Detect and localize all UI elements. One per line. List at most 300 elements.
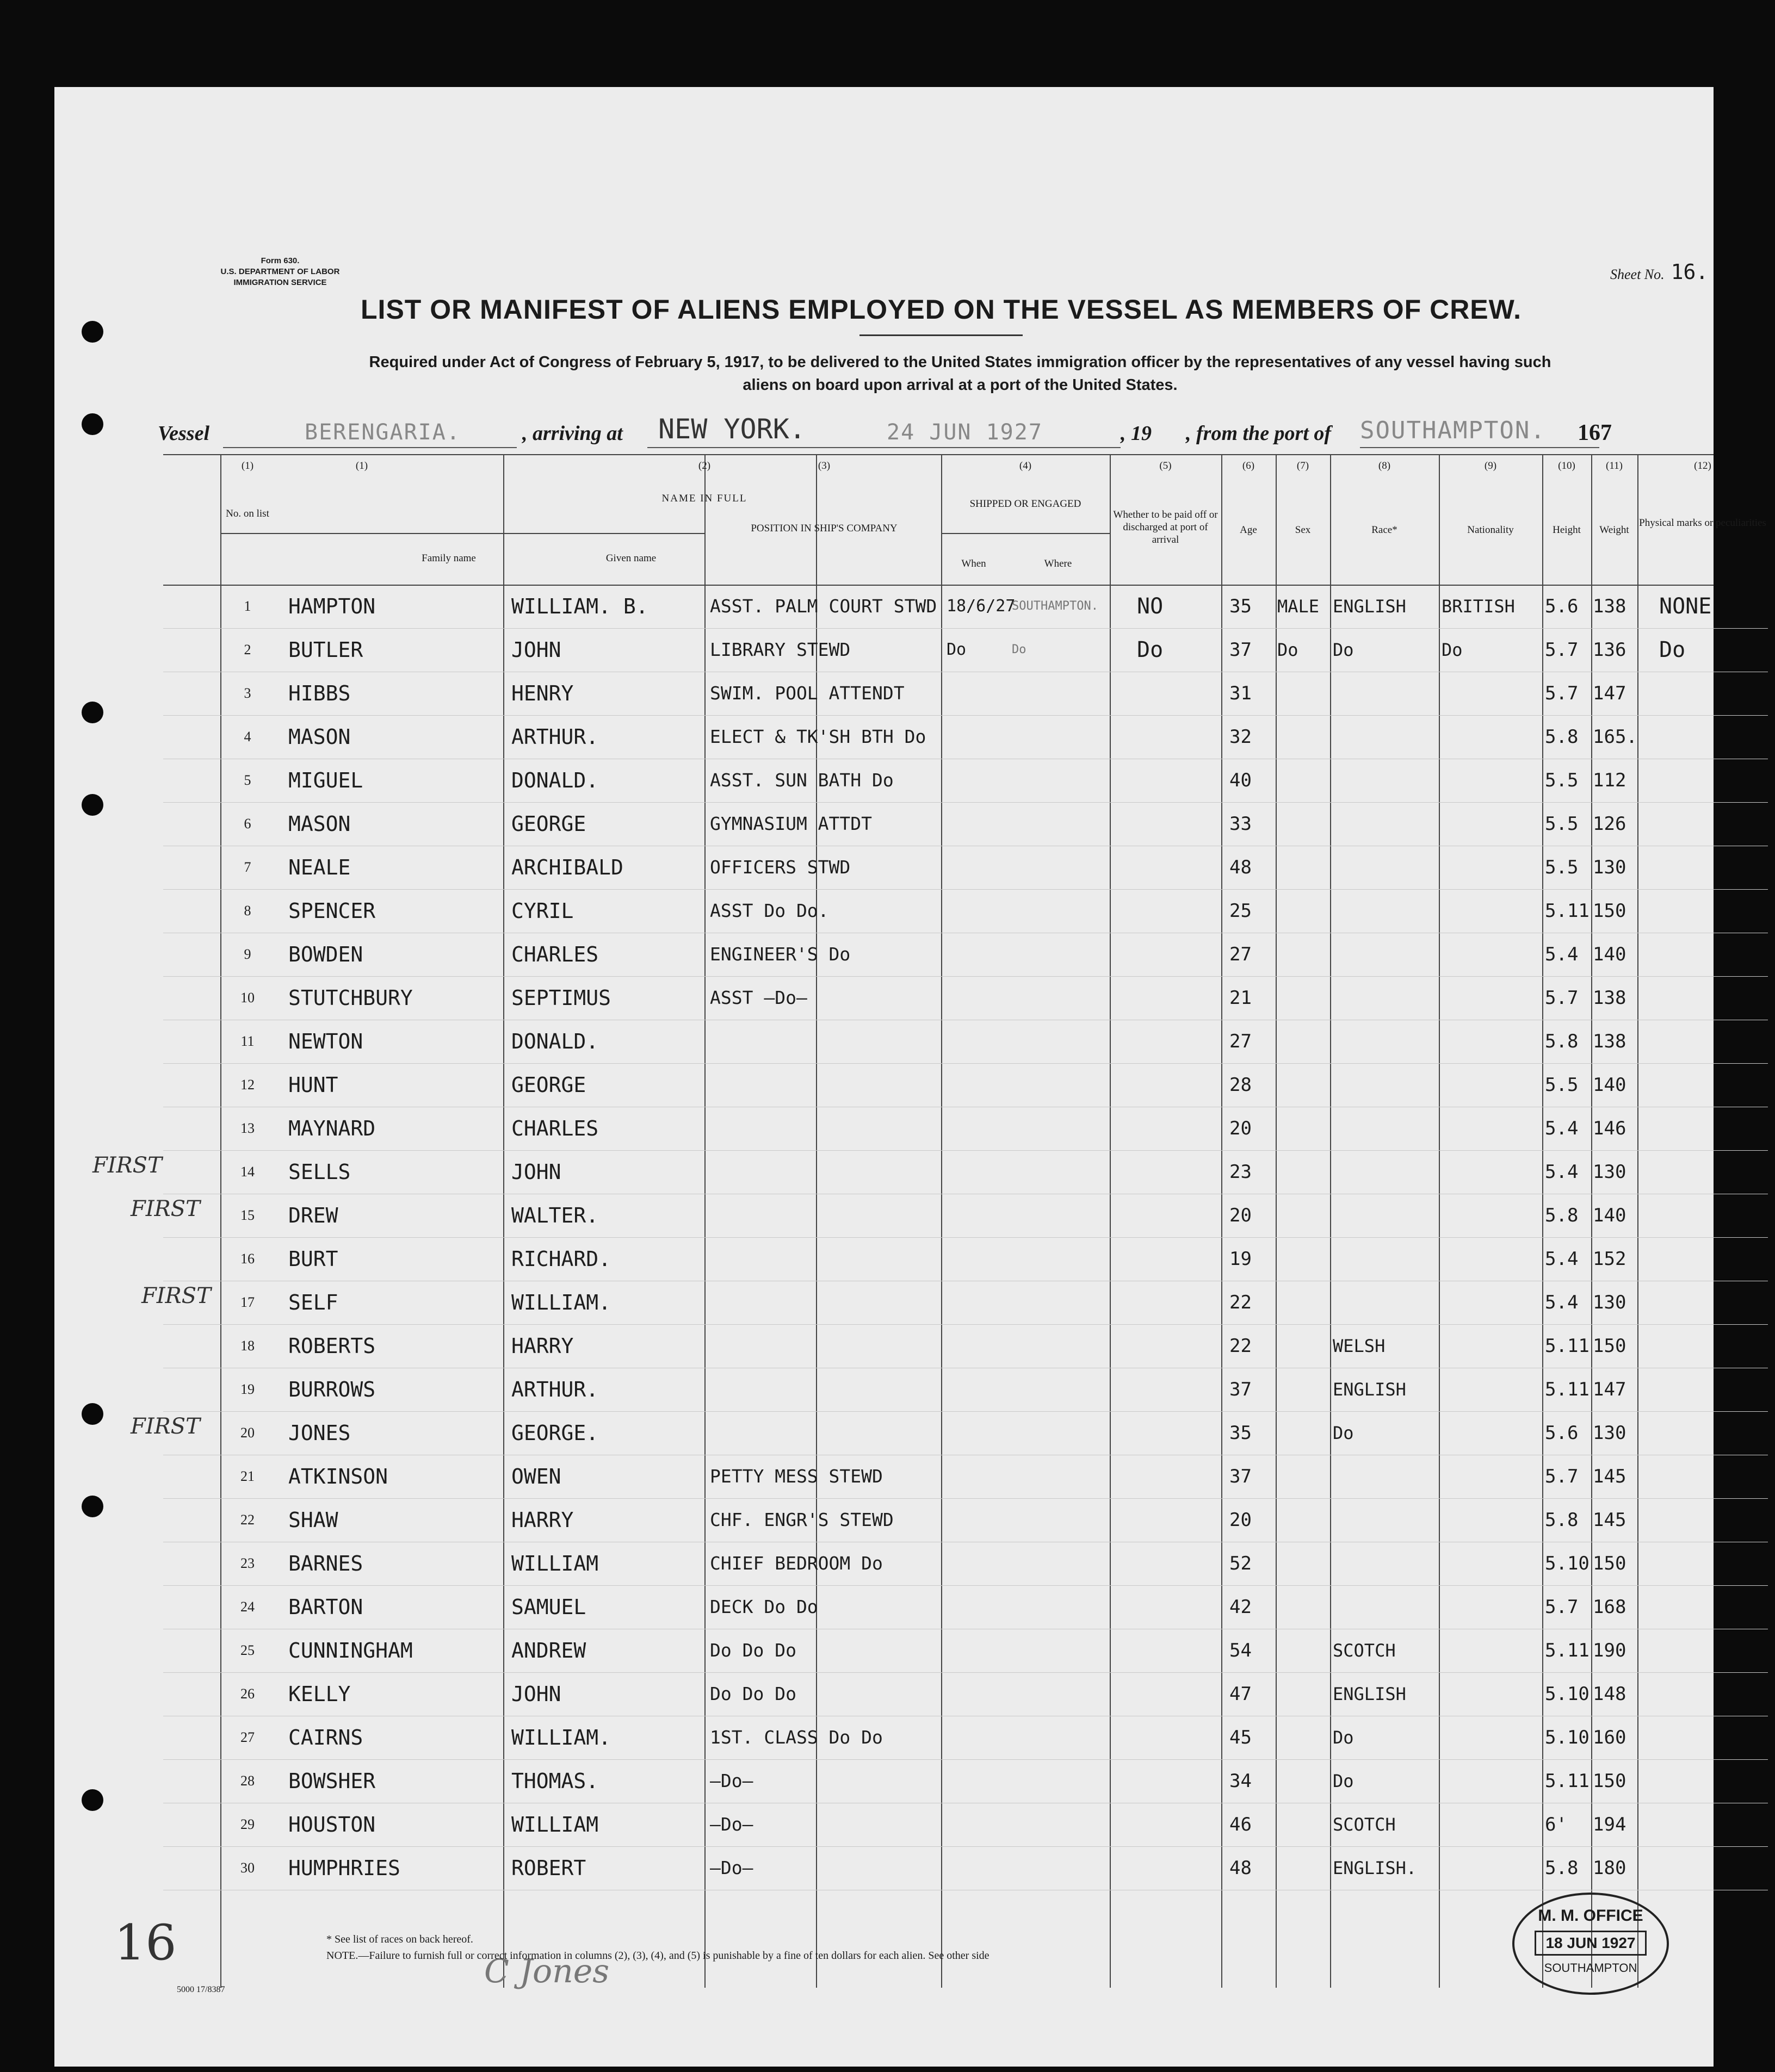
cell-nationality: [1442, 802, 1542, 846]
cell-nationality: [1442, 672, 1542, 715]
position-header: POSITION IN SHIP'S COMPANY: [751, 523, 898, 534]
cell-no: 8: [244, 903, 251, 919]
cell-given: JOHN: [511, 1682, 561, 1706]
cell-weight: 168: [1593, 1596, 1626, 1618]
cell-nationality: [1442, 976, 1542, 1020]
cell-given: WILLIAM. B.: [511, 594, 648, 618]
cell-sex: [1277, 1368, 1329, 1411]
cell-when: [947, 1585, 1006, 1629]
cell-when: [947, 976, 1006, 1020]
cell-when: [947, 802, 1006, 846]
cell-height: 5.4: [1545, 1161, 1579, 1183]
cell-height: 5.5: [1545, 813, 1579, 835]
cell-height: 5.4: [1545, 944, 1579, 965]
cell-weight: 136: [1593, 639, 1626, 661]
cell-height: 5.11: [1545, 1640, 1590, 1661]
cell-family: DREW: [288, 1204, 338, 1227]
from-port-label: , from the port of: [1186, 422, 1332, 445]
table-row: [163, 585, 1768, 629]
cell-marks: NONE: [1659, 594, 1712, 619]
cell-no: 9: [244, 946, 251, 962]
cell-race: ENGLISH: [1333, 1379, 1406, 1400]
table-row: [163, 1107, 1768, 1151]
cell-where: [1012, 1455, 1110, 1498]
cell-age: 31: [1229, 683, 1252, 704]
cell-age: 35: [1229, 1422, 1252, 1444]
cell-marks: [1659, 802, 1762, 846]
cell-weight: 140: [1593, 1205, 1626, 1226]
cell-height: 5.6: [1545, 595, 1579, 617]
cell-nationality: [1442, 1672, 1542, 1716]
cell-position: [710, 1194, 941, 1237]
cell-weight: 138: [1593, 987, 1626, 1009]
cell-family: HIBBS: [288, 681, 351, 705]
cell-no: 2: [244, 642, 251, 657]
cell-weight: 147: [1593, 683, 1626, 704]
cell-paid: [1137, 1150, 1219, 1194]
cell-where: [1012, 1150, 1110, 1194]
cell-position: [710, 1368, 941, 1411]
cell-where: [1012, 715, 1110, 759]
table-row: [163, 1455, 1768, 1499]
cell-when: [947, 846, 1006, 889]
table-row: [163, 1629, 1768, 1673]
cell-given: CYRIL: [511, 899, 574, 923]
cell-sex: [1277, 1542, 1329, 1585]
cell-where: [1012, 1759, 1110, 1803]
cell-age: 40: [1229, 770, 1252, 791]
cell-marks: [1659, 1063, 1762, 1107]
cell-paid: [1137, 1498, 1219, 1542]
cell-weight: 150: [1593, 1335, 1626, 1357]
cell-height: 6': [1545, 1814, 1567, 1835]
table-row: [163, 628, 1768, 672]
cell-when: [947, 1672, 1006, 1716]
cell-when: [947, 1498, 1006, 1542]
cell-position: LIBRARY STEWD: [710, 639, 851, 660]
cell-nationality: Do: [1442, 640, 1463, 660]
cell-paid: [1137, 933, 1219, 976]
cell-weight: 152: [1593, 1248, 1626, 1270]
cell-race: [1333, 1455, 1439, 1498]
punch-hole: [82, 794, 103, 816]
cell-position: CHIEF BEDROOM Do: [710, 1553, 883, 1574]
cell-nationality: [1442, 1846, 1542, 1890]
cell-no: 25: [240, 1642, 255, 1658]
cell-height: 5.11: [1545, 1335, 1590, 1357]
cell-sex: [1277, 1107, 1329, 1150]
cell-position: CHF. ENGR'S STEWD: [710, 1509, 894, 1530]
cell-sex: [1277, 1063, 1329, 1107]
cell-given: SAMUEL: [511, 1595, 586, 1619]
cell-given: JOHN: [511, 638, 561, 662]
cell-no: 1: [244, 598, 251, 614]
cell-nationality: BRITISH: [1442, 596, 1515, 617]
cell-race: WELSH: [1333, 1336, 1386, 1356]
cell-race: [1333, 672, 1439, 715]
cell-weight: 150: [1593, 900, 1626, 922]
cell-no: 17: [240, 1294, 255, 1310]
cell-nationality: [1442, 1542, 1542, 1585]
cell-when: [947, 1237, 1006, 1281]
shipped-engaged-header: SHIPPED OR ENGAGED: [969, 498, 1081, 510]
cell-paid: [1137, 846, 1219, 889]
cell-height: 5.5: [1545, 770, 1579, 791]
table-row: [163, 1237, 1768, 1281]
cell-paid: [1137, 1803, 1219, 1846]
cell-sex: [1277, 1803, 1329, 1846]
voyage-line: [54, 413, 1714, 457]
cell-where: [1012, 1498, 1110, 1542]
cell-where: Do: [1012, 643, 1026, 656]
cell-where: [1012, 1107, 1110, 1150]
cell-marks: [1659, 1237, 1762, 1281]
margin-note: FIRST: [131, 1196, 200, 1221]
cell-nationality: [1442, 1368, 1542, 1411]
vessel-name: BERENGARIA.: [305, 420, 461, 445]
cell-position: OFFICERS STWD: [710, 857, 851, 878]
cell-sex: [1277, 1455, 1329, 1498]
cell-no: 26: [240, 1686, 255, 1702]
cell-age: 37: [1229, 1379, 1252, 1400]
cell-no: 13: [240, 1120, 255, 1136]
cell-paid: [1137, 1194, 1219, 1237]
cell-given: WILLIAM.: [511, 1726, 611, 1750]
cell-paid: [1137, 1324, 1219, 1368]
cell-height: 5.10: [1545, 1727, 1590, 1748]
cell-position: [710, 1411, 941, 1455]
cell-position: [710, 1063, 941, 1107]
cell-sex: [1277, 1716, 1329, 1759]
cell-family: BARTON: [288, 1595, 363, 1619]
cell-marks: [1659, 1629, 1762, 1672]
cell-height: 5.8: [1545, 1509, 1579, 1531]
cell-marks: [1659, 672, 1762, 715]
cell-when: [947, 1150, 1006, 1194]
cell-age: 42: [1229, 1596, 1252, 1618]
cell-race: [1333, 1020, 1439, 1063]
cell-where: [1012, 1281, 1110, 1324]
table-row: [163, 1020, 1768, 1064]
table-row: [163, 1759, 1768, 1803]
print-code: 5000 17/8387: [177, 1985, 225, 1994]
cell-where: [1012, 976, 1110, 1020]
cell-paid: [1137, 1846, 1219, 1890]
cell-when: [947, 1411, 1006, 1455]
table-row: [163, 889, 1768, 933]
departure-port: SOUTHAMPTON.: [1360, 417, 1546, 444]
table-row: [163, 976, 1768, 1020]
arrival-date: 24 JUN 1927: [887, 420, 1043, 445]
cell-family: HAMPTON: [288, 594, 376, 618]
cell-family: HOUSTON: [288, 1813, 376, 1837]
cell-position: [710, 1324, 941, 1368]
cell-paid: Do: [1137, 637, 1164, 662]
cell-no: 30: [240, 1860, 255, 1876]
cell-sex: [1277, 1411, 1329, 1455]
cell-no: 23: [240, 1555, 255, 1571]
cell-marks: [1659, 1324, 1762, 1368]
cell-paid: [1137, 1281, 1219, 1324]
cell-given: DONALD.: [511, 1029, 599, 1053]
cell-weight: 150: [1593, 1770, 1626, 1792]
cell-height: 5.4: [1545, 1248, 1579, 1270]
cell-height: 5.5: [1545, 857, 1579, 878]
cell-no: 14: [240, 1164, 255, 1180]
cell-given: GEORGE: [511, 812, 586, 836]
mm-office-stamp: M. M. OFFICE 18 JUN 1927 SOUTHAMPTON: [1512, 1893, 1669, 1995]
cell-sex: [1277, 933, 1329, 976]
cell-nationality: [1442, 1803, 1542, 1846]
footnote-races: * See list of races on back hereof.: [326, 1933, 473, 1945]
cell-marks: [1659, 759, 1762, 802]
cell-marks: [1659, 1716, 1762, 1759]
cell-no: 18: [240, 1338, 255, 1354]
cell-no: 5: [244, 772, 251, 788]
cell-age: 46: [1229, 1814, 1252, 1835]
cell-sex: [1277, 1150, 1329, 1194]
cell-age: 37: [1229, 1466, 1252, 1487]
cell-height: 5.11: [1545, 1379, 1590, 1400]
sex-header: Sex: [1295, 524, 1311, 536]
cell-given: WILLIAM: [511, 1813, 599, 1837]
cell-marks: Do: [1659, 637, 1686, 662]
table-row: [163, 1281, 1768, 1325]
cell-given: DONALD.: [511, 768, 599, 792]
cell-where: [1012, 1020, 1110, 1063]
cell-age: 21: [1229, 987, 1252, 1009]
cell-nationality: [1442, 1237, 1542, 1281]
cell-given: CHARLES: [511, 1116, 599, 1140]
cell-family: MAYNARD: [288, 1116, 376, 1140]
cell-race: SCOTCH: [1333, 1814, 1396, 1835]
cell-sex: Do: [1277, 640, 1298, 660]
cell-race: [1333, 1498, 1439, 1542]
year-label: , 19: [1121, 422, 1152, 445]
cell-given: ARTHUR.: [511, 725, 599, 749]
cell-family: BURT: [288, 1247, 338, 1271]
cell-marks: [1659, 1368, 1762, 1411]
cell-age: 52: [1229, 1553, 1252, 1574]
cell-when: [947, 1542, 1006, 1585]
form-identifier: [188, 256, 373, 288]
cell-age: 23: [1229, 1161, 1252, 1183]
cell-weight: 146: [1593, 1118, 1626, 1139]
cell-weight: 126: [1593, 813, 1626, 835]
table-row: [163, 1411, 1768, 1455]
page-number: 167: [1578, 420, 1612, 445]
cell-paid: [1137, 672, 1219, 715]
cell-where: [1012, 1542, 1110, 1585]
cell-no: 21: [240, 1468, 255, 1484]
cell-weight: 138: [1593, 1031, 1626, 1052]
cell-nationality: [1442, 1281, 1542, 1324]
punch-hole: [82, 1789, 103, 1811]
cell-paid: [1137, 1368, 1219, 1411]
cell-race: [1333, 933, 1439, 976]
cell-race: ENGLISH.: [1333, 1858, 1417, 1878]
cell-position: —Do—: [710, 1857, 753, 1878]
cell-no: 7: [244, 859, 251, 875]
cell-age: 45: [1229, 1727, 1252, 1748]
cell-given: GEORGE: [511, 1073, 586, 1097]
cell-family: STUTCHBURY: [288, 986, 413, 1010]
cell-marks: [1659, 1672, 1762, 1716]
cell-position: —Do—: [710, 1814, 753, 1835]
cell-marks: [1659, 1150, 1762, 1194]
cell-paid: [1137, 1672, 1219, 1716]
cell-when: [947, 1324, 1006, 1368]
page-title: LIST OR MANIFEST OF ALIENS EMPLOYED ON THE VESSEL AS MEMBERS OF CREW.: [361, 294, 1522, 325]
cell-marks: [1659, 1411, 1762, 1455]
form-number: Form 630.: [261, 256, 300, 265]
cell-given: HENRY: [511, 681, 574, 705]
cell-height: 5.4: [1545, 1118, 1579, 1139]
cell-sex: [1277, 976, 1329, 1020]
table-row: [163, 1672, 1768, 1716]
cell-weight: 130: [1593, 857, 1626, 878]
cell-marks: [1659, 933, 1762, 976]
cell-family: ROBERTS: [288, 1334, 376, 1358]
cell-race: [1333, 1281, 1439, 1324]
cell-weight: 190: [1593, 1640, 1626, 1661]
cell-height: 5.7: [1545, 683, 1579, 704]
cell-age: 34: [1229, 1770, 1252, 1792]
weight-header: Weight: [1599, 524, 1629, 536]
vessel-label: Vessel: [158, 422, 209, 445]
cell-race: [1333, 1237, 1439, 1281]
cell-given: ROBERT: [511, 1856, 586, 1880]
cell-given: WALTER.: [511, 1204, 599, 1227]
cell-position: ASST. SUN BATH Do: [710, 770, 894, 791]
cell-weight: 160: [1593, 1727, 1626, 1748]
cell-height: 5.8: [1545, 726, 1579, 748]
cell-no: 27: [240, 1729, 255, 1745]
cell-age: 47: [1229, 1683, 1252, 1705]
cell-position: ASST. PALM COURT STWD: [710, 595, 937, 617]
cell-when: [947, 1716, 1006, 1759]
cell-where: [1012, 1629, 1110, 1672]
cell-marks: [1659, 1759, 1762, 1803]
footnote-penalty: NOTE.—Failure to furnish full or correct information in columns (2), (3), (4), and (5) is punishable by a fine of ten dollars for each alien. See other side: [326, 1950, 989, 1962]
arrival-port: NEW YORK.: [658, 413, 806, 445]
cell-position: Do Do Do: [710, 1640, 796, 1661]
cell-when: [947, 1368, 1006, 1411]
cell-when: [947, 1194, 1006, 1237]
cell-weight: 140: [1593, 944, 1626, 965]
cell-weight: 148: [1593, 1683, 1626, 1705]
cell-sex: [1277, 846, 1329, 889]
cell-weight: 194: [1593, 1814, 1626, 1835]
table-row: [163, 1542, 1768, 1586]
cell-when: Do: [947, 640, 967, 659]
cell-race: Do: [1333, 1727, 1354, 1748]
table-row: [163, 1368, 1768, 1412]
cell-weight: 145: [1593, 1509, 1626, 1531]
requirement-text: Required under Act of Congress of February 5, 1917, to be delivered to the United States immigration officer by the representatives of any vessel having such aliens on board upon arrival at a port of the United States.: [369, 353, 1551, 394]
name-in-full-header: NAME IN FULL: [661, 493, 747, 504]
cell-height: 5.11: [1545, 900, 1590, 922]
cell-sex: [1277, 672, 1329, 715]
cell-no: 11: [240, 1033, 255, 1049]
cell-where: [1012, 1368, 1110, 1411]
cell-race: [1333, 715, 1439, 759]
arriving-label: , arriving at: [522, 422, 623, 445]
table-row: [163, 1498, 1768, 1542]
cell-family: HUMPHRIES: [288, 1856, 400, 1880]
cell-when: [947, 715, 1006, 759]
cell-when: [947, 1629, 1006, 1672]
cell-when: [947, 889, 1006, 933]
cell-given: THOMAS.: [511, 1769, 599, 1793]
cell-age: 20: [1229, 1118, 1252, 1139]
cell-race: [1333, 889, 1439, 933]
table-row: [163, 1803, 1768, 1847]
cell-given: ARCHIBALD: [511, 855, 623, 879]
table-row: [163, 1716, 1768, 1760]
cell-marks: [1659, 1803, 1762, 1846]
cell-height: 5.8: [1545, 1857, 1579, 1879]
cell-nationality: [1442, 759, 1542, 802]
cell-weight: 130: [1593, 1422, 1626, 1444]
cell-nationality: [1442, 889, 1542, 933]
cell-nationality: [1442, 1194, 1542, 1237]
cell-race: [1333, 759, 1439, 802]
cell-marks: [1659, 1585, 1762, 1629]
cell-marks: [1659, 846, 1762, 889]
cell-family: BOWSHER: [288, 1769, 376, 1793]
cell-family: SELF: [288, 1291, 338, 1314]
cell-family: BARNES: [288, 1552, 363, 1575]
cell-paid: [1137, 759, 1219, 802]
cell-position: ASST Do Do.: [710, 900, 829, 921]
cell-age: 48: [1229, 857, 1252, 878]
cell-marks: [1659, 889, 1762, 933]
cell-sex: [1277, 759, 1329, 802]
cell-where: [1012, 1585, 1110, 1629]
cell-sex: [1277, 1585, 1329, 1629]
cell-height: 5.7: [1545, 1466, 1579, 1487]
cell-given: WILLIAM: [511, 1552, 599, 1575]
cell-given: WILLIAM.: [511, 1291, 611, 1314]
cell-marks: [1659, 1455, 1762, 1498]
cell-age: 48: [1229, 1857, 1252, 1879]
cell-race: [1333, 846, 1439, 889]
cell-race: [1333, 1585, 1439, 1629]
given-name-header: Given name: [605, 553, 657, 564]
punch-hole: [82, 1496, 103, 1517]
cell-position: [710, 1150, 941, 1194]
cell-nationality: [1442, 715, 1542, 759]
cell-sex: [1277, 1281, 1329, 1324]
cell-height: 5.8: [1545, 1031, 1579, 1052]
cell-marks: [1659, 715, 1762, 759]
cell-when: [947, 1846, 1006, 1890]
cell-family: ATKINSON: [288, 1465, 388, 1488]
cell-where: [1012, 1803, 1110, 1846]
cell-family: BOWDEN: [288, 942, 363, 966]
cell-where: [1012, 1716, 1110, 1759]
cell-paid: [1137, 1411, 1219, 1455]
cell-no: 24: [240, 1599, 255, 1615]
margin-note: FIRST: [141, 1283, 211, 1308]
family-name-header: Family name: [422, 553, 476, 564]
cell-no: 15: [240, 1207, 255, 1223]
margin-note: FIRST: [131, 1414, 200, 1439]
cell-no: 10: [240, 990, 255, 1006]
cell-race: ENGLISH: [1333, 596, 1406, 617]
cell-paid: [1137, 976, 1219, 1020]
